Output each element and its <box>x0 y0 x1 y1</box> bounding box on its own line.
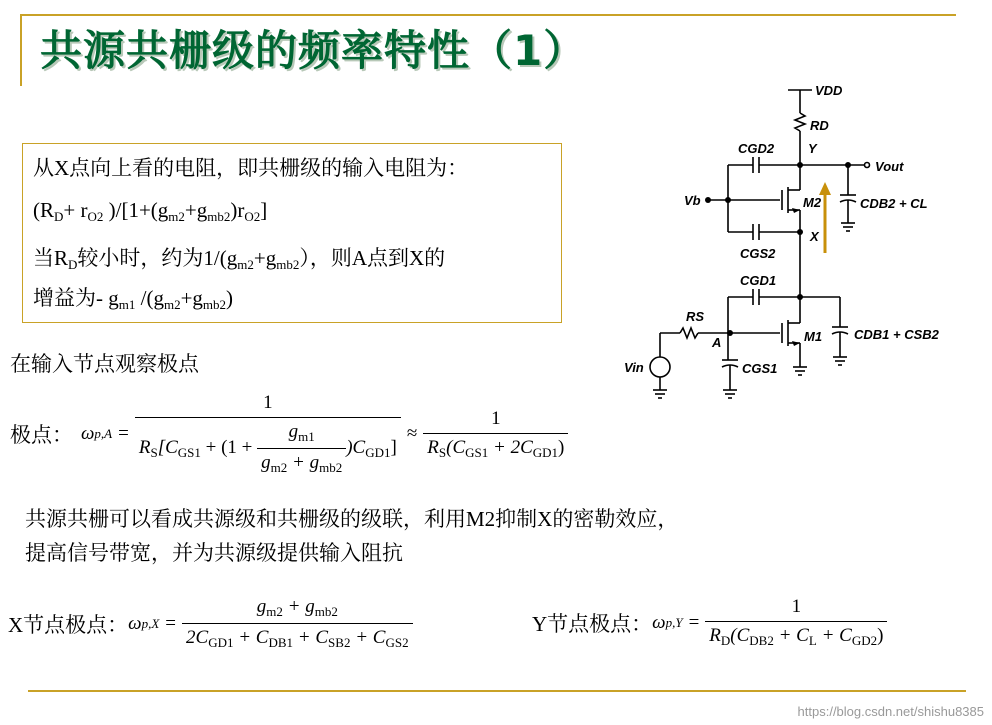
label-cdb2-cl: CDB2 + CL <box>860 196 928 211</box>
label-m1: M1 <box>804 329 823 344</box>
label-rd: RD <box>810 118 829 133</box>
cascode-circuit-diagram <box>620 75 950 405</box>
para-line-2: 提高信号带宽，并为共源级提供输入阻抗 <box>25 541 403 565</box>
label-m2: M2 <box>803 195 822 210</box>
pole-a-formula: 极点： ω p,A = 1 $R_S[C_{GS1} + (1$ + $\frac{g_{m1}}{g_{m2} + g_{mb2}}$ )$C_{GD1}$] ≈ $\frac{1}{R_S(C_{GS1} + 2C_{GD1})}$ <box>10 392 568 476</box>
label-vin: Vin <box>624 360 644 375</box>
pole-y-formula: Y节点极点： ω p,Y = $\frac{1}{R_D(C_{DB2} + C_L + C_{GD2})}$ <box>532 596 887 649</box>
watermark: https://blog.csdn.net/shishu8385 <box>797 704 984 719</box>
label-cgd1: CGD1 <box>740 273 777 288</box>
label-cgd2: CGD2 <box>738 141 775 156</box>
label-cgs2: CGS2 <box>740 246 776 261</box>
observe-text: 在输入节点观察极点 <box>10 352 199 376</box>
box-line-4: 增益为- $g_{m1}$ $/(g_{m2}+g_{mb2})$ <box>33 286 234 312</box>
top-rule <box>20 14 956 16</box>
para-line-1: 共源共栅可以看成共源级和共栅级的级联，利用M2抑制X的密勒效应， <box>25 507 679 531</box>
label-vb: Vb <box>684 193 701 208</box>
slide-title: 共源共栅级的频率特性（1） <box>40 26 587 75</box>
label-rs: RS <box>686 309 705 324</box>
label-cgs1: CGS1 <box>742 361 778 376</box>
label-y: Y <box>808 141 817 156</box>
box-line-2: ($R_D+ r_{O2}$ )$/[1+(g_{m2}+g_{mb2})r_{O2}]$ <box>33 198 268 224</box>
input-resistance-box <box>22 143 562 323</box>
label-a: A <box>712 335 722 350</box>
left-rule <box>20 14 22 86</box>
label-x: X <box>810 229 819 244</box>
box-line-1: 从X点向上看的电阻，即共栅级的输入电阻为： <box>33 156 469 180</box>
label-cdb1-csb2: CDB1 + CSB2 <box>854 327 939 342</box>
pole-x-formula: X节点极点： ω p,X = $\frac{g_{m2} + g_{mb2}}{2C_{GD1} + C_{DB1} + C_{SB2} + C_{GS2}}$ <box>8 596 413 651</box>
bottom-rule <box>28 690 966 692</box>
box-line-3: 当$R_D$较小时，约为$1/(g_{m2}+g_{mb2})$，则A点到X的 <box>33 246 446 272</box>
label-vout: Vout <box>875 159 904 174</box>
label-vdd: VDD <box>815 83 843 98</box>
